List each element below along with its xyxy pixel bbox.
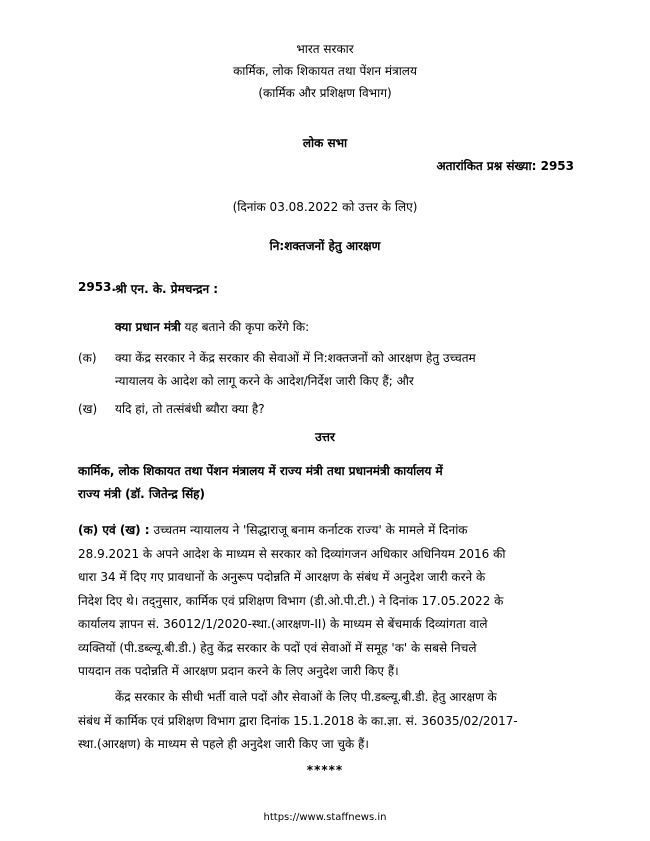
question-part-text: यदि हां, तो तत्संबंधी ब्यौरा क्या है?: [115, 402, 265, 416]
house-title: लोक सभा: [302, 136, 348, 150]
answer-line-text: उच्चतम न्यायालय ने 'सिद्धाराजू बनाम कर्नाटक राज्य' के मामले में दिनांक: [149, 523, 468, 537]
answer-line: केंद्र सरकार के सीधी भर्ती वाले पदों और सेवाओं के लिए पी.डब्ल्यू.बी.डी. हेतु आरक्षण के: [115, 690, 497, 704]
minister-line: राज्य मंत्री (डॉ. जितेन्द्र सिंह): [78, 487, 206, 501]
answer-label: (क) एवं (ख) :: [78, 523, 150, 537]
subject-title: नि:शक्तजनों हेतु आरक्षण: [269, 239, 381, 253]
answer-line: संबंध में कार्मिक एवं प्रशिक्षण विभाग द्वारा दिनांक 15.1.2018 के का.ज्ञा. सं. 36035/02/2017-: [78, 713, 518, 728]
question-part-label: (ख): [78, 402, 98, 416]
question-part-text: न्यायालय के आदेश को लागू करने के आदेश/निर्देश जारी किए हैं; और: [115, 374, 414, 388]
answer-line: कार्यालय ज्ञापन सं. 36012/1/2020-स्था.(आरक्षण-II) के माध्यम से बेंचमार्क दिव्यांगता वाले: [78, 617, 488, 631]
answer-line: 28.9.2021 के अपने आदेश के माध्यम से सरकार को दिव्यांगजन अधिकार अधिनियम 2016 की: [78, 546, 506, 561]
answer-line: पायदान तक पदोन्नति में आरक्षण प्रदान करने के लिए अनुदेश जारी किए हैं।: [78, 664, 399, 678]
end-marker: *****: [306, 763, 344, 777]
answer-date: (दिनांक 03.08.2022 को उत्तर के लिए): [232, 200, 418, 214]
header-department: (कार्मिक और प्रशिक्षण विभाग): [258, 86, 392, 100]
answer-line: व्यक्तियों (पी.डब्ल्यू.बी.डी.) हेतु केंद्र सरकार के पदों एवं सेवाओं में समूह 'क' के सबसे निचले: [78, 640, 477, 655]
question-number: 2953.: [78, 280, 116, 294]
question-reference: अतारांकित प्रश्न संख्या: 2953: [436, 159, 574, 173]
answer-heading: उत्तर: [315, 430, 335, 444]
question-intro-bold: क्या प्रधान मंत्री: [115, 320, 181, 334]
header-government: भारत सरकार: [296, 42, 354, 56]
minister-line: कार्मिक, लोक शिकायत तथा पेंशन मंत्रालय में राज्य मंत्री तथा प्रधानमंत्री कार्यालय में: [78, 464, 443, 478]
question-intro-rest: यह बताने की कृपा करेंगे कि:: [180, 320, 310, 334]
answer-line: स्था.(आरक्षण) के माध्यम से पहले ही अनुदेश जारी किए जा चुके हैं।: [78, 737, 369, 751]
answer-paragraph-1: [78, 519, 596, 684]
question-intro: [115, 318, 309, 335]
answer-line: धारा 34 में दिए गए प्रावधानों के अनुरूप पदोन्नति में आरक्षण के संबंध में अनुदेश जारी करने के: [78, 570, 486, 584]
question-asked-by: श्री एन. के. प्रेमचन्द्रन :: [115, 282, 219, 296]
answer-line: निदेश दिए थे। तद्नुसार, कार्मिक एवं प्रशिक्षण विभाग (डी.ओ.पी.टी.) ने दिनांक 17.05.2022 के: [78, 593, 504, 608]
footer-url[interactable]: https://www.staffnews.in: [263, 812, 387, 823]
question-part-text: क्या केंद्र सरकार ने केंद्र सरकार की सेवाओं में नि:शक्तजनों को आरक्षण हेतु उच्चतम: [115, 351, 476, 365]
answer-paragraph-2: [78, 686, 596, 757]
question-part-label: (क): [78, 351, 97, 365]
header-ministry: कार्मिक, लोक शिकायत तथा पेंशन मंत्रालय: [233, 64, 417, 78]
answer-line: [78, 519, 596, 543]
